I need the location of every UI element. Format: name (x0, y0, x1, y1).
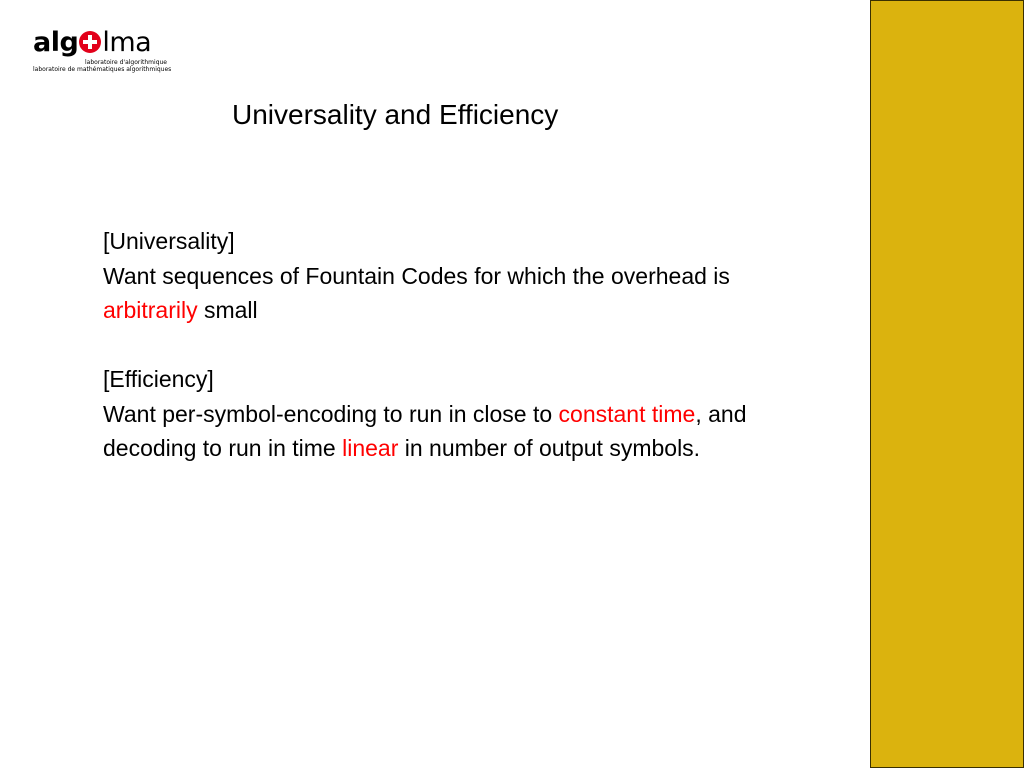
efficiency-text-1: Want per-symbol-encoding to run in close to (103, 400, 559, 427)
universality-text-2: small (197, 297, 258, 323)
algolma-logo (33, 26, 173, 76)
plus-circle-icon (79, 31, 101, 53)
efficiency-text-3: in number of output symbols. (398, 435, 701, 461)
slide-body (103, 224, 803, 466)
highlight-constant-time: constant time (558, 400, 696, 427)
logo-text-lma: lma (102, 27, 152, 58)
efficiency-heading: [Efficiency] (103, 366, 214, 392)
efficiency-text-2: , and decoding to run in time (103, 400, 747, 461)
highlight-linear: linear (342, 435, 399, 461)
decorative-sidebar (870, 0, 1024, 768)
slide-title: Universality and Efficiency (232, 99, 559, 130)
universality-heading: [Universality] (103, 228, 235, 254)
efficiency-paragraph (103, 397, 803, 466)
logo-text-alg: alg (33, 27, 79, 58)
logo-subtitle-line1: laboratoire d'algorithmique (85, 59, 167, 66)
logo-wordmark (33, 26, 173, 60)
paragraph-spacer (103, 328, 803, 363)
logo-subtitle (33, 59, 173, 73)
universality-text-1: Want sequences of Fountain Codes for which the overhead is (103, 262, 730, 289)
logo-subtitle-line2: laboratoire de mathématiques algorithmiques (33, 66, 172, 73)
highlight-arbitrarily: arbitrarily (103, 297, 198, 323)
universality-paragraph (103, 259, 803, 328)
